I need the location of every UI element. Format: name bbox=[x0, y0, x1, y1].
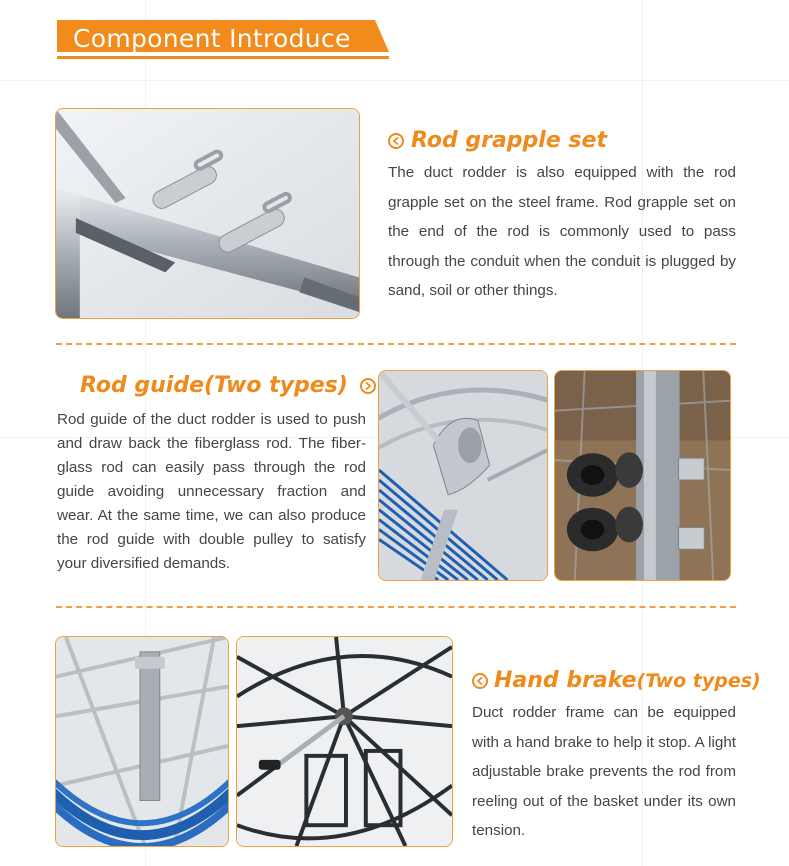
hand-brake-title-sub: (Two types) bbox=[636, 669, 761, 692]
circle-arrow-left-icon bbox=[388, 133, 404, 149]
section-banner bbox=[57, 20, 389, 62]
banner-title: Component Introduce bbox=[73, 24, 351, 53]
rod-grapple-heading bbox=[388, 128, 607, 153]
hand-brake-title: Hand brake bbox=[494, 668, 637, 693]
hand-brake-photo-blue bbox=[55, 636, 229, 847]
rod-grapple-text: The duct rodder is also equipped with the rod grapple set on the steel frame. Rod grapple set on the end of the rod is commonly used to pass through the conduit when the conduit is plugged by sand, soil or other things. bbox=[388, 164, 736, 299]
rod-guide-title: Rod guide(Two types) bbox=[80, 373, 348, 398]
background-guide bbox=[0, 80, 789, 81]
hand-brake-photo-black bbox=[236, 636, 453, 847]
circle-arrow-right-icon bbox=[360, 378, 376, 394]
rod-guide-photo-double bbox=[554, 370, 731, 581]
hand-brake-heading bbox=[472, 668, 761, 693]
rod-guide-text: Rod guide of the duct rodder is used to push and draw back the fiberglass rod. The fiber-glass rod can easily pass through the rod guide avoiding unnecessary fraction and wear. At the same time, we can also produce the rod guide with double pulley to satisfy your diversified demands. bbox=[57, 411, 366, 572]
section-divider bbox=[56, 343, 736, 345]
rod-grapple-title: Rod grapple set bbox=[411, 128, 607, 153]
rod-guide-heading bbox=[80, 373, 376, 398]
hand-brake-text: Duct rodder frame can be equipped with a hand brake to help it stop. A light adjustable brake prevents the rod from reeling out of the basket under its own tension. bbox=[472, 704, 736, 839]
section-divider bbox=[56, 606, 736, 608]
rod-grapple-photo bbox=[55, 108, 360, 319]
rod-guide-photo-single bbox=[378, 370, 548, 581]
circle-arrow-left-icon bbox=[472, 673, 488, 689]
